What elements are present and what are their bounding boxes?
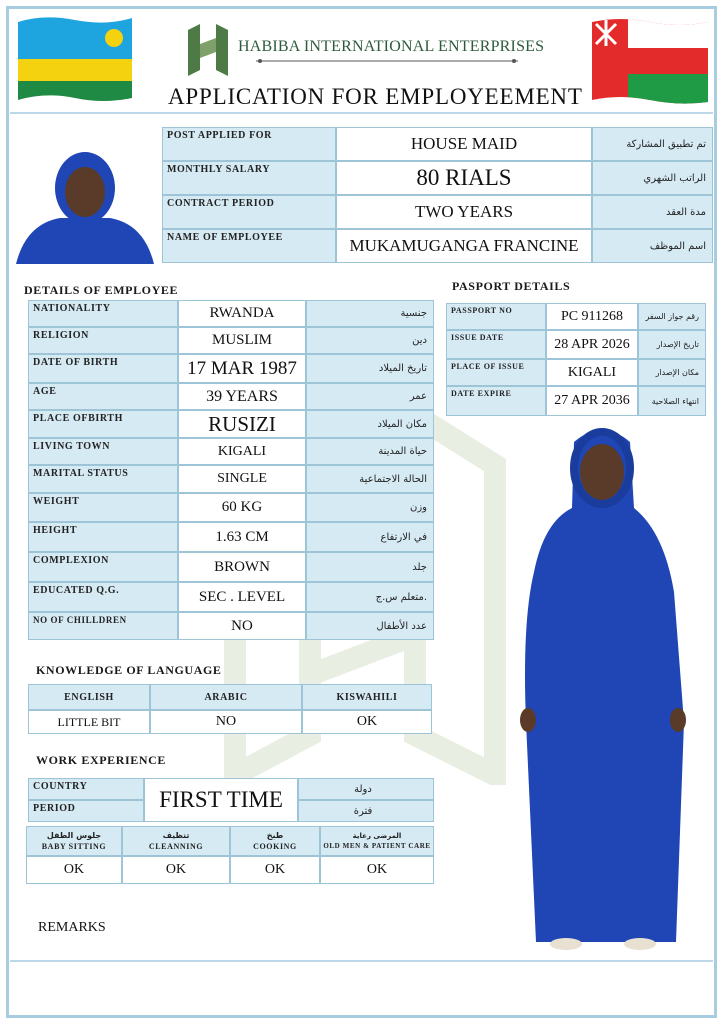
employee-value: RUSIZI [178,410,306,438]
employee-value: BROWN [178,552,306,582]
experience-value: FIRST TIME [144,778,298,822]
employee-arabic: وزن [306,493,434,522]
summary-value: MUKAMUGANGA FRANCINE [336,229,592,263]
skill-label: BABY SITTING [41,842,107,851]
employee-arabic: جلد [306,552,434,582]
employee-value: KIGALI [178,438,306,465]
employee-section-title: DETAILS OF EMPLOYEE [24,283,179,297]
employee-label: NO OF CHILLDREN [28,612,178,640]
passport-label: DATE EXPIRE [446,386,546,416]
full-body-photo [514,422,692,960]
employee-arabic: في الارتفاع [306,522,434,552]
employee-label: COMPLEXION [28,552,178,582]
employee-arabic: جنسية [306,300,434,327]
employee-value: SINGLE [178,465,306,493]
skill-arabic: المرضى رعاية [352,832,402,840]
skill-header-patient-care [320,826,434,856]
employee-value: SEC . LEVEL [178,582,306,612]
employee-value: MUSLIM [178,327,306,354]
period-arabic: فترة [298,800,434,822]
employee-value: 17 MAR 1987 [178,354,306,383]
summary-label: CONTRACT PERIOD [162,195,336,229]
employee-arabic: الحالة الاجتماعية [306,465,434,493]
employee-value: NO [178,612,306,640]
employee-arabic: عدد الأطفال [306,612,434,640]
summary-value: HOUSE MAID [336,127,592,161]
summary-label: MONTHLY SALARY [162,161,336,195]
employee-arabic: مكان الميلاد [306,410,434,438]
rwanda-flag [14,14,136,104]
company-name: HABIBA INTERNATIONAL ENTERPRISES [238,38,545,55]
skill-value: OK [320,856,434,884]
employee-label: NATIONALITY [28,300,178,327]
employee-arabic: تاريخ الميلاد [306,354,434,383]
employee-arabic: دين [306,327,434,354]
skill-header-baby-sitting [26,826,122,856]
passport-label: PASSPORT NO [446,303,546,330]
passport-label: PLACE OF ISSUE [446,359,546,386]
skill-header-cleaning [122,826,230,856]
employee-label: WEIGHT [28,493,178,522]
passport-value: 28 APR 2026 [546,330,638,359]
employee-label: LIVING TOWN [28,438,178,465]
language-value: LITTLE BIT [28,710,150,734]
header-divider [10,112,713,114]
employee-arabic: حياة المدينة [306,438,434,465]
skill-value: OK [122,856,230,884]
employee-arabic: عمر [306,383,434,410]
employee-label: HEIGHT [28,522,178,552]
passport-value: 27 APR 2036 [546,386,638,416]
summary-arabic: مدة العقد [592,195,713,229]
document-title: APPLICATION FOR EMPLOYEEMENT [168,84,583,109]
language-value: OK [302,710,432,734]
skill-arabic: طبخ [266,831,284,840]
employee-label: AGE [28,383,178,410]
footer-divider [10,960,713,962]
language-header: ARABIC [150,684,302,710]
passport-arabic: تاريخ الإصدار [638,330,706,359]
oman-flag [588,16,712,106]
remarks-label: REMARKS [38,920,106,935]
period-label: PERIOD [28,800,144,822]
skill-arabic: تنظيف [162,831,190,840]
passport-label: ISSUE DATE [446,330,546,359]
passport-arabic: رقم جواز السفر [638,303,706,330]
country-label: COUNTRY [28,778,144,800]
language-header: ENGLISH [28,684,150,710]
portrait-photo [16,146,154,264]
company-ornament [256,58,518,64]
summary-arabic: تم تطبيق المشاركة [592,127,713,161]
language-value: NO [150,710,302,734]
employee-label: DATE OF BIRTH [28,354,178,383]
passport-section-title: PASPORT DETAILS [452,279,571,293]
language-header: KISWAHILI [302,684,432,710]
summary-value: TWO YEARS [336,195,592,229]
country-arabic: دولة [298,778,434,800]
passport-value: PC 911268 [546,303,638,330]
employee-value: 60 KG [178,493,306,522]
passport-arabic: انتهاء الصلاحية [638,386,706,416]
passport-value: KIGALI [546,359,638,386]
employee-value: 39 YEARS [178,383,306,410]
skill-label: OLD MEN & PATIENT CARE [323,842,431,850]
summary-value: 80 RIALS [336,161,592,195]
skill-value: OK [230,856,320,884]
employee-arabic: متعلم س.ج. [306,582,434,612]
skill-label: CLEANNING [148,842,204,851]
skill-arabic: جلوس الطفل [46,831,102,840]
habiba-h-logo [184,18,232,78]
employee-label: PLACE OFBIRTH [28,410,178,438]
language-section-title: KNOWLEDGE OF LANGUAGE [36,663,222,677]
skill-label: COOKING [253,842,297,851]
employee-label: RELIGION [28,327,178,354]
employee-label: MARITAL STATUS [28,465,178,493]
work-section-title: WORK EXPERIENCE [36,753,167,767]
summary-arabic: اسم الموظف [592,229,713,263]
employee-value: 1.63 CM [178,522,306,552]
summary-label: POST APPLIED FOR [162,127,336,161]
skill-value: OK [26,856,122,884]
summary-label: NAME OF EMPLOYEE [162,229,336,263]
employee-label: EDUCATED Q.G. [28,582,178,612]
summary-arabic: الراتب الشهري [592,161,713,195]
passport-arabic: مكان الإصدار [638,359,706,386]
skill-header-cooking [230,826,320,856]
employee-value: RWANDA [178,300,306,327]
